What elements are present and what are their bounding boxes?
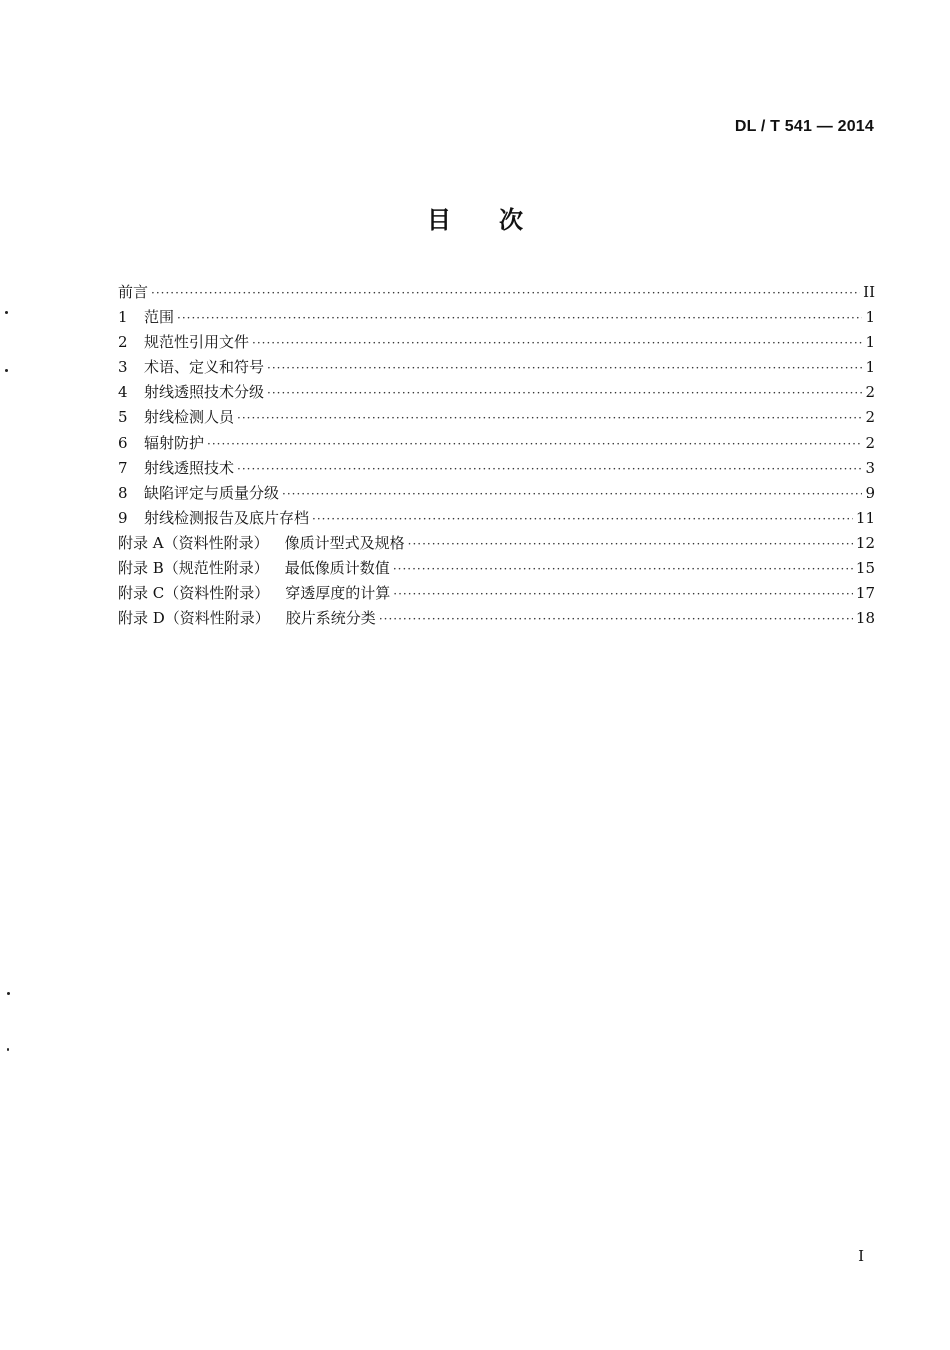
scan-speck [5,311,8,314]
toc-leader-dots [237,457,862,482]
toc-entry-page: 12 [855,533,875,552]
toc-leader-dots [151,281,860,306]
toc-entry-page: 1 [865,308,875,327]
toc-entry-prefix: 附录 C（资料性附录） [118,584,270,603]
toc-entry-label: 射线检测人员 [144,408,235,427]
toc-entry-label: 射线透照技术分级 [144,383,265,402]
toc-entry-label: 像质计型式及规格 [284,533,405,552]
toc-leader-dots [267,356,862,381]
scan-speck [5,369,8,372]
toc-entry-page: 17 [855,584,875,603]
toc-entry-prefix: 附录 A（资料性附录） [118,533,269,552]
toc-entry-label: 射线透照技术 [144,458,235,477]
toc-entry-page: 2 [865,383,875,402]
table-of-contents [118,280,875,631]
toc-entry-label: 范围 [144,308,175,327]
toc-entry-7[interactable] [118,456,875,481]
toc-entry-appendix-b[interactable] [118,556,875,581]
toc-entry-label: 射线检测报告及底片存档 [144,508,310,527]
toc-entry-number: 3 [118,358,128,377]
toc-entry-appendix-d[interactable] [118,606,875,631]
toc-entry-number: 1 [118,308,128,327]
toc-entry-3[interactable] [118,355,875,380]
page-number: I [858,1247,864,1265]
toc-leader-dots [207,432,862,457]
page-title [0,200,950,235]
toc-entry-4[interactable] [118,380,875,405]
toc-leader-dots [408,532,853,557]
toc-leader-dots [267,381,862,406]
toc-entry-page: 15 [855,559,875,578]
title-char-1: 目 [427,206,451,234]
toc-entry-foreword[interactable] [118,280,875,305]
toc-leader-dots [252,331,862,356]
toc-entry-label: 前言 [118,283,149,301]
toc-leader-dots [237,406,862,431]
toc-leader-dots [393,582,853,607]
toc-entry-appendix-c[interactable] [118,581,875,606]
toc-entry-page: 9 [865,483,875,502]
toc-entry-page: 2 [865,408,875,427]
title-char-2: 次 [499,206,523,234]
toc-leader-dots [177,306,862,331]
toc-entry-number: 7 [118,458,128,477]
toc-entry-label: 规范性引用文件 [144,333,250,352]
toc-entry-number: 9 [118,508,128,527]
toc-entry-page: 1 [865,358,875,377]
toc-leader-dots [379,607,853,632]
toc-entry-number: 5 [118,408,128,427]
scan-speck [7,1048,9,1051]
toc-leader-dots [393,557,853,582]
standard-code: DL / T 541 — 2014 [734,118,874,135]
toc-entry-page: 11 [855,508,875,527]
toc-entry-page: 18 [855,609,875,628]
toc-entry-prefix: 附录 B（规范性附录） [118,559,269,578]
scan-speck [7,992,10,995]
toc-leader-dots [282,482,862,507]
toc-entry-1[interactable] [118,305,875,330]
toc-entry-label: 胶片系统分类 [285,609,376,628]
toc-entry-number: 2 [118,333,128,352]
toc-leader-dots [312,507,853,532]
toc-entry-label: 缺陷评定与质量分级 [144,483,280,502]
toc-entry-number: 4 [118,383,128,402]
toc-entry-5[interactable] [118,405,875,430]
toc-entry-8[interactable] [118,481,875,506]
toc-entry-page: 3 [865,458,875,477]
toc-entry-9[interactable] [118,506,875,531]
toc-entry-page: 1 [865,333,875,352]
toc-entry-page: 2 [865,433,875,452]
toc-entry-label: 穿透厚度的计算 [285,584,391,603]
toc-entry-number: 6 [118,433,128,452]
toc-entry-page: II [863,283,875,301]
toc-entry-2[interactable] [118,330,875,355]
toc-entry-6[interactable] [118,431,875,456]
toc-entry-number: 8 [118,483,128,502]
toc-entry-label: 最低像质计数值 [284,559,390,578]
toc-entry-appendix-a[interactable] [118,531,875,556]
toc-entry-prefix: 附录 D（资料性附录） [118,609,270,628]
toc-entry-label: 辐射防护 [144,433,205,452]
toc-entry-label: 术语、定义和符号 [144,358,265,377]
